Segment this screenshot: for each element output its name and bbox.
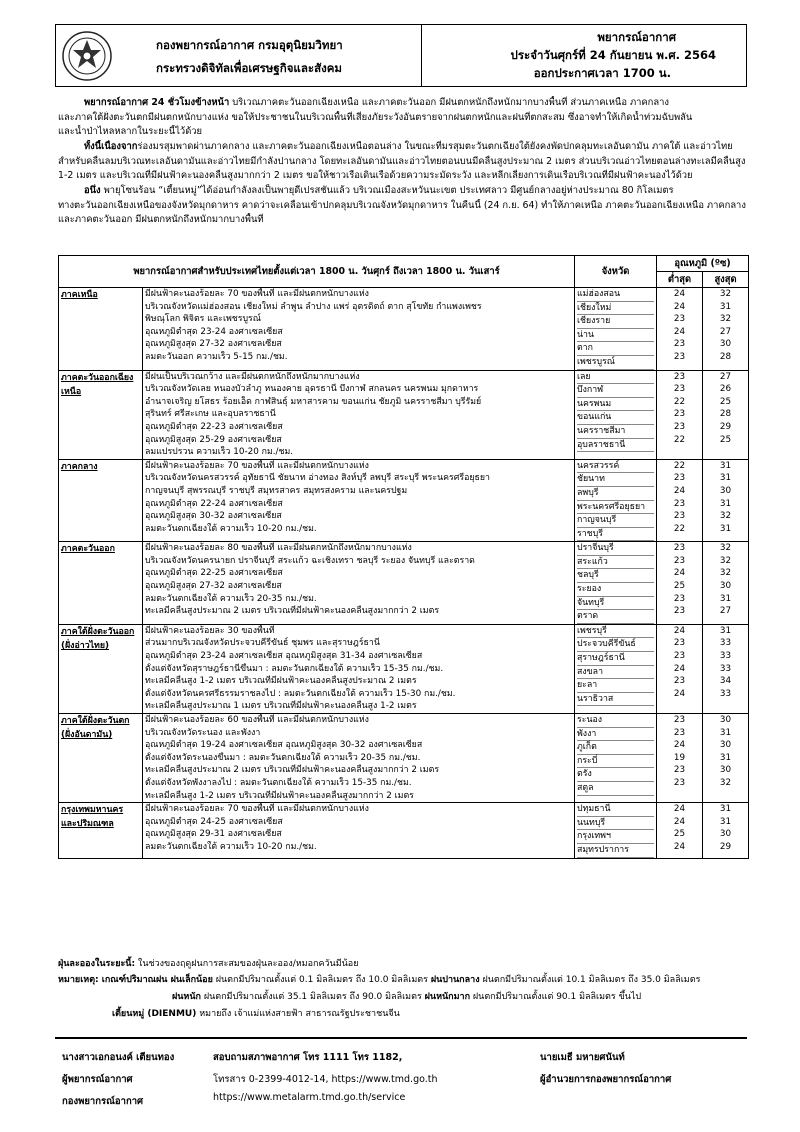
region-description bbox=[143, 370, 575, 459]
tmax-value: 32 bbox=[719, 511, 732, 522]
province-name: นครพนม bbox=[577, 398, 654, 412]
tmin-value: 23 bbox=[673, 339, 686, 350]
tmin-value: 25 bbox=[673, 829, 686, 840]
note-dust bbox=[58, 957, 758, 972]
tmin-value: 24 bbox=[673, 485, 686, 496]
note-vheavy-lead: ฝนหนักมาก bbox=[424, 992, 471, 1002]
tmax-value: 28 bbox=[719, 409, 732, 420]
description-line: ลมตะวันออก ความเร็ว 5-15 กม./ชม. bbox=[145, 351, 288, 362]
province-name: ตราด bbox=[577, 610, 654, 624]
note-rain-text-2: ฝนตกมีปริมาณตั้งแต่ 10.1 มิลลิเมตร ถึง 35.0 มิลลิเมตร bbox=[479, 975, 701, 985]
tmin-value: 23 bbox=[673, 606, 686, 617]
tmin-value: 24 bbox=[673, 841, 686, 852]
province-cell bbox=[575, 288, 657, 371]
tmax-value: 34 bbox=[719, 676, 732, 687]
author-name: นางสาวเอกอนงค์ เตียนทอง bbox=[62, 1052, 175, 1063]
summary-paragraph-3 bbox=[58, 184, 748, 228]
tmax-value: 31 bbox=[719, 593, 732, 604]
region-description bbox=[143, 459, 575, 542]
province-name: นครสวรรค์ bbox=[577, 460, 654, 474]
note-dust-lead: ฝุ่นละอองในระยะนี้: bbox=[58, 959, 136, 969]
description-line: ทะเลมีคลื่นสูง 1-2 เมตร บริเวณที่มีฝนฟ้าคะนองคลื่นสูงประมาณ 2 เมตร bbox=[145, 676, 417, 687]
description-line: อุณหภูมิต่ำสุด 24-25 องศาเซลเซียส bbox=[145, 816, 283, 827]
forecast-date: ประจำวันศุกร์ที่ 24 กันยายน พ.ศ. 2564 bbox=[510, 48, 716, 62]
tmin-value: 23 bbox=[673, 638, 686, 649]
province-name: ปราจีนบุรี bbox=[577, 542, 654, 556]
tmax-value: 31 bbox=[719, 301, 732, 312]
province-name: เพชรบุรี bbox=[577, 625, 654, 639]
tmax-value: 27 bbox=[719, 326, 732, 337]
description-line: บริเวณจังหวัดแม่ฮ่องสอน เชียงใหม่ ลำพูน ลำปาง แพร่ อุตรดิตถ์ ตาก สุโขทัย กำแพงเพชร bbox=[145, 301, 482, 312]
description-line: ลมตะวันตกเฉียงใต้ ความเร็ว 10-20 กม./ชม. bbox=[145, 841, 317, 852]
table-body bbox=[59, 288, 749, 859]
province-name: ชัยนาท bbox=[577, 473, 654, 487]
table-row bbox=[59, 624, 749, 713]
table-head-forecast: พยากรณ์อากาศสำหรับประเทศไทยตั้งแต่เวลา 1800 น. วันศุกร์ ถึงเวลา 1800 น. วันเสาร์ bbox=[59, 256, 575, 288]
tmax-value: 29 bbox=[719, 421, 732, 432]
province-name: สระแก้ว bbox=[577, 556, 654, 570]
tmax-value: 30 bbox=[719, 339, 732, 350]
region-name: ภาคเหนือ bbox=[59, 288, 143, 371]
region-name: ภาคใต้ฝั่งตะวันออก (ฝั่งอ่าวไทย) bbox=[59, 624, 143, 713]
tmin-value: 23 bbox=[673, 765, 686, 776]
tmax-value: 30 bbox=[719, 581, 732, 592]
tmin-value: 22 bbox=[673, 434, 686, 445]
tmax-value: 33 bbox=[719, 688, 732, 699]
tmin-value: 24 bbox=[673, 804, 686, 815]
forecast-table bbox=[58, 255, 749, 859]
province-name: น่าน bbox=[577, 329, 654, 343]
tmin-value: 23 bbox=[673, 498, 686, 509]
tmax-value: 32 bbox=[719, 777, 732, 788]
tmin-value: 23 bbox=[673, 676, 686, 687]
summary-lead-1: พยากรณ์อากาศ 24 ชั่วโมงข้างหน้า bbox=[84, 97, 230, 108]
tmin-value: 23 bbox=[673, 651, 686, 662]
summary-text-2c: 1-2 เมตร และบริเวณที่มีฝนฟ้าคะนองคลื่นสูงมากกว่า 2 เมตร ขอให้ชาวเรือเดินเรือด้วยความระมัดระวัง และหลีกเลี่ยงการเดินเรือบริเวณที่มีฝนฟ้าคะนองไว้ด้วย bbox=[58, 170, 693, 181]
description-line: บริเวณจังหวัดเลย หนองบัวลำภู หนองคาย อุดรธานี บึงกาฬ สกลนคร นครพนม มุกดาหาร bbox=[145, 384, 479, 395]
description-line: อำนาจเจริญ ยโสธร ร้อยเอ็ด กาฬสินธุ์ มหาสารคาม ขอนแก่น ชัยภูมิ นครราชสีมา บุรีรัมย์ bbox=[145, 396, 482, 407]
province-cell bbox=[575, 459, 657, 542]
table-head-min: ต่ำสุด bbox=[657, 272, 703, 288]
province-name: ตาก bbox=[577, 342, 654, 356]
tmax-value: 28 bbox=[719, 351, 732, 362]
summary-paragraph-2 bbox=[58, 140, 748, 184]
tmax-cell bbox=[703, 288, 749, 371]
tmin-value: 24 bbox=[673, 289, 686, 299]
table-row bbox=[59, 459, 749, 542]
summary-lead-2: ทั้งนี้เนื่องจาก bbox=[84, 141, 138, 152]
description-line: มีฝนฟ้าคะนองร้อยละ 70 ของพื้นที่ และมีฝนตกหนักบางแห่ง bbox=[145, 460, 369, 471]
province-name: กระบี่ bbox=[577, 755, 654, 769]
description-line: มีฝนเป็นบริเวณกว้าง และมีฝนตกหนักถึงหนักมากบางแห่ง bbox=[145, 371, 360, 382]
author-org: กองพยากรณ์อากาศ bbox=[62, 1096, 144, 1107]
tmax-cell bbox=[703, 459, 749, 542]
tmax-value: 31 bbox=[719, 473, 732, 484]
tmax-value: 27 bbox=[719, 606, 732, 617]
province-name: เชียงใหม่ bbox=[577, 302, 654, 316]
description-line: อุณหภูมิสูงสุด 27-32 องศาเซลเซียส bbox=[145, 581, 282, 592]
tmin-value: 24 bbox=[673, 568, 686, 579]
tmin-value: 23 bbox=[673, 421, 686, 432]
description-line: ตั้งแต่จังหวัดระนองขึ้นมา : ลมตะวันตกเฉียงใต้ ความเร็ว 20-35 กม./ชม. bbox=[145, 752, 421, 763]
description-line: สุรินทร์ ศรีสะเกษ และอุบลราชธานี bbox=[145, 409, 276, 420]
province-name: เพชรบูรณ์ bbox=[577, 356, 654, 370]
province-name: พังงา bbox=[577, 728, 654, 742]
author-role: ผู้พยากรณ์อากาศ bbox=[62, 1074, 133, 1085]
tmin-value: 23 bbox=[673, 727, 686, 738]
tmin-value: 23 bbox=[673, 543, 686, 554]
tmax-cell bbox=[703, 542, 749, 625]
note-storm-lead: เตี้ยนหมู่ (DIENMU) bbox=[112, 1009, 197, 1019]
org-line-2: กระทรวงดิจิทัลเพื่อเศรษฐกิจและสังคม bbox=[156, 61, 342, 75]
tmin-value: 22 bbox=[673, 396, 686, 407]
province-name: กรุงเทพฯ bbox=[577, 830, 654, 844]
tmin-cell bbox=[657, 624, 703, 713]
tmax-value: 33 bbox=[719, 651, 732, 662]
forecast-title: พยากรณ์อากาศ bbox=[597, 30, 676, 44]
description-line: ส่วนมากบริเวณจังหวัดประจวบคีรีขันธ์ ชุมพร และสุราษฎร์ธานี bbox=[145, 638, 380, 649]
tmax-value: 32 bbox=[719, 289, 732, 299]
note-heavy-lead: ฝนหนัก bbox=[172, 992, 201, 1002]
province-name: บึงกาฬ bbox=[577, 384, 654, 398]
tmin-value: 23 bbox=[673, 593, 686, 604]
tmax-value: 30 bbox=[719, 829, 732, 840]
province-cell bbox=[575, 624, 657, 713]
tmin-value: 23 bbox=[673, 511, 686, 522]
tmin-value: 23 bbox=[673, 777, 686, 788]
description-line: ทะเลมีคลื่นสูงประมาณ 2 เมตร บริเวณที่มีฝนฟ้าคะนองคลื่นสูงมากกว่า 2 เมตร bbox=[145, 765, 440, 776]
tmax-value: 30 bbox=[719, 740, 732, 751]
contact-fax-web: โทรสาร 0-2399-4012-14, https://www.tmd.go.th bbox=[213, 1074, 438, 1085]
description-line: ทะเลมีคลื่นสูง 1-2 เมตร บริเวณที่มีฝนฟ้าคะนองคลื่นสูงมากกว่า 2 เมตร bbox=[145, 790, 414, 801]
summary-text-1a: บริเวณภาคตะวันออกเฉียงเหนือ และภาคตะวันออก มีฝนตกหนักถึงหนักมากบางพื้นที่ ส่วนภาคเหนือ ภาคกลาง bbox=[229, 97, 669, 108]
summary-text-2a: ร่องมรสุมพาดผ่านภาคกลาง และภาคตะวันออกเฉียงเหนือตอนล่าง ในขณะที่มรสุมตะวันตกเฉียงใต้ยังคงพัดปกคลุมทะเลอันดามัน ภาคใต้ และอ่าวไทย bbox=[137, 141, 733, 152]
description-line: ตั้งแต่จังหวัดพังงาลงไป : ลมตะวันตกเฉียงใต้ ความเร็ว 15-35 กม./ชม. bbox=[145, 777, 412, 788]
province-cell bbox=[575, 370, 657, 459]
region-name: ภาคตะวันออก bbox=[59, 542, 143, 625]
description-line: บริเวณจังหวัดระนอง และพังงา bbox=[145, 727, 261, 738]
province-name: แม่ฮ่องสอน bbox=[577, 288, 654, 302]
province-name: ตรัง bbox=[577, 768, 654, 782]
tmin-value: 23 bbox=[673, 555, 686, 566]
tmin-cell bbox=[657, 803, 703, 858]
province-name: เลย bbox=[577, 371, 654, 385]
description-line: อุณหภูมิสูงสุด 27-32 องศาเซลเซียส bbox=[145, 339, 282, 350]
description-line: มีฝนฟ้าคะนองร้อยละ 70 ของพื้นที่ และมีฝนตกหนักบางแห่ง bbox=[145, 804, 369, 815]
region-name: กรุงเทพมหานคร และปริมณฑล bbox=[59, 803, 143, 858]
tmin-cell bbox=[657, 459, 703, 542]
tmax-value: 29 bbox=[719, 841, 732, 852]
description-line: ลมตะวันตกเฉียงใต้ ความเร็ว 10-20 กม./ชม. bbox=[145, 523, 317, 534]
region-description bbox=[143, 714, 575, 803]
description-line: อุณหภูมิต่ำสุด 22-24 องศาเซลเซียส bbox=[145, 498, 283, 509]
description-line: กาญจนบุรี สุพรรณบุรี ราชบุรี สมุทรสาคร สมุทรสงคราม และนครปฐม bbox=[145, 485, 408, 496]
summary-text-1b: และภาคใต้ฝั่งตะวันตกมีฝนตกหนักบางแห่ง ขอให้ประชาชนในบริเวณพื้นที่เสี่ยงภัยระวังอันตรายจากฝนตกหนักและฝนที่ตกสะสม ซึ่งอาจทำให้เกิดน้ำท่วมฉับพลัน bbox=[58, 111, 693, 123]
province-name: จันทบุรี bbox=[577, 597, 654, 611]
contact-phone: สอบถามสภาพอากาศ โทร 1111 โทร 1182, bbox=[213, 1052, 403, 1063]
tmin-value: 23 bbox=[673, 715, 686, 725]
forecast-issued: ออกประกาศเวลา 1700 น. bbox=[533, 66, 671, 80]
province-name: ภูเก็ต bbox=[577, 741, 654, 755]
director-name: นายเมธี มหายศนันท์ bbox=[540, 1052, 625, 1063]
description-line: ลมแปรปรวน ความเร็ว 10-20 กม./ชม. bbox=[145, 447, 294, 458]
tmax-value: 31 bbox=[719, 460, 732, 471]
description-line: ลมตะวันตกเฉียงใต้ ความเร็ว 20-35 กม./ชม. bbox=[145, 593, 317, 604]
tmax-value: 31 bbox=[719, 625, 732, 636]
tmin-value: 23 bbox=[673, 473, 686, 484]
province-name: ประจวบคีรีขันธ์ bbox=[577, 638, 654, 652]
summary-text-2b: สำหรับคลื่นลมบริเวณทะเลอันดามันและอ่าวไทยมีกำลังปานกลาง โดยทะเลอันดามันและอ่าวไทยตอนบนมีคลื่นสูงประมาณ 2 เมตร ส่วนบริเวณอ่าวไทยตอนล่างทะเลมีคลื่นสูง bbox=[58, 155, 746, 167]
region-description bbox=[143, 803, 575, 858]
description-line: อุณหภูมิสูงสุด 29-31 องศาเซลเซียส bbox=[145, 829, 282, 840]
tmin-cell bbox=[657, 714, 703, 803]
director-role: ผู้อำนวยการกองพยากรณ์อากาศ bbox=[540, 1074, 672, 1085]
summary-text-3a: พายุโซนร้อน “เตี้ยนหมู่”ได้อ่อนกำลังลงเป็นพายุดีเปรสชันแล้ว บริเวณเมืองสะหวันนะเขต ประเทศลาว มีศูนย์กลางอยู่ห่างประมาณ 80 กิโลเมตร bbox=[100, 185, 674, 196]
description-line: อุณหภูมิต่ำสุด 23-24 องศาเซลเซียส อุณหภูมิสูงสุด 31-34 องศาเซลเซียส bbox=[145, 651, 423, 662]
tmin-value: 24 bbox=[673, 625, 686, 636]
tmax-value: 31 bbox=[719, 498, 732, 509]
province-name: นราธิวาส bbox=[577, 693, 654, 707]
tmax-value: 33 bbox=[719, 638, 732, 649]
note-storm bbox=[112, 1007, 800, 1022]
tmax-value: 25 bbox=[719, 396, 732, 407]
description-line: อุณหภูมิสูงสุด 25-29 องศาเซลเซียส bbox=[145, 434, 282, 445]
province-name: เชียงราย bbox=[577, 315, 654, 329]
note-dust-text: ในช่วงของฤดูฝนการสะสมของฝุ่นละออง/หมอกควันมีน้อย bbox=[135, 959, 359, 969]
province-name: ปทุมธานี bbox=[577, 803, 654, 817]
tmax-value: 31 bbox=[719, 727, 732, 738]
description-line: อุณหภูมิสูงสุด 30-32 องศาเซลเซียส bbox=[145, 511, 282, 522]
description-line: บริเวณจังหวัดนครนายก ปราจีนบุรี สระแก้ว ฉะเชิงเทรา ชลบุรี ระยอง จันทบุรี และตราด bbox=[145, 555, 475, 566]
tmin-value: 24 bbox=[673, 663, 686, 674]
table-head-temp: อุณหภูมิ (ºซ) bbox=[657, 256, 749, 272]
tmax-cell bbox=[703, 714, 749, 803]
summary-lead-3: อนึ่ง bbox=[84, 185, 101, 196]
note-rain bbox=[58, 973, 758, 988]
province-name: ระนอง bbox=[577, 714, 654, 728]
tmin-value: 23 bbox=[673, 409, 686, 420]
tmax-value: 26 bbox=[719, 384, 732, 395]
note-vheavy-text: ฝนตกมีปริมาณตั้งแต่ 90.1 มิลลิเมตร ขึ้นไป bbox=[470, 992, 642, 1002]
summary-text-3c: และภาคตะวันออก มีฝนตกหนักถึงหนักมากบางพื้นที่ bbox=[58, 214, 264, 225]
description-line: มีฝนฟ้าคะนองร้อยละ 70 ของพื้นที่ และมีฝนตกหนักบางแห่ง bbox=[145, 289, 369, 299]
table-row bbox=[59, 714, 749, 803]
tmax-value: 32 bbox=[719, 314, 732, 325]
description-line: ทะเลมีคลื่นสูงประมาณ 1 เมตร บริเวณที่มีฝนฟ้าคะนองคลื่นสูง 1-2 เมตร bbox=[145, 701, 417, 712]
province-name: พระนครศรีอยุธยา bbox=[577, 501, 654, 515]
region-name: ภาคใต้ฝั่งตะวันตก (ฝั่งอันดามัน) bbox=[59, 714, 143, 803]
province-name: ชลบุรี bbox=[577, 569, 654, 583]
tmax-value: 31 bbox=[719, 816, 732, 827]
tmin-value: 24 bbox=[673, 301, 686, 312]
region-description bbox=[143, 288, 575, 371]
province-name: ราชบุรี bbox=[577, 528, 654, 542]
region-description bbox=[143, 624, 575, 713]
tmax-value: 30 bbox=[719, 765, 732, 776]
tmax-value: 31 bbox=[719, 752, 732, 763]
province-name: ระยอง bbox=[577, 583, 654, 597]
tmin-value: 24 bbox=[673, 326, 686, 337]
tmax-value: 25 bbox=[719, 434, 732, 445]
tmin-value: 22 bbox=[673, 460, 686, 471]
province-name: นครราชสีมา bbox=[577, 425, 654, 439]
region-description bbox=[143, 542, 575, 625]
description-line: อุณหภูมิต่ำสุด 22-25 องศาเซลเซียส bbox=[145, 568, 283, 579]
table-row bbox=[59, 542, 749, 625]
tmax-value: 32 bbox=[719, 555, 732, 566]
header-divider bbox=[421, 25, 422, 86]
note-rain-mid-lead: ฝนปานกลาง bbox=[430, 975, 480, 985]
table-row bbox=[59, 803, 749, 858]
table-row bbox=[59, 288, 749, 371]
region-name: ภาคตะวันออกเฉียงเหนือ bbox=[59, 370, 143, 459]
table-head-max: สูงสุด bbox=[703, 272, 749, 288]
description-line: พิษณุโลก พิจิตร และเพชรบูรณ์ bbox=[145, 314, 261, 325]
summary-paragraph-1 bbox=[58, 96, 748, 140]
header-box bbox=[55, 24, 747, 87]
province-cell bbox=[575, 542, 657, 625]
tmd-seal-icon bbox=[61, 30, 113, 82]
region-name: ภาคกลาง bbox=[59, 459, 143, 542]
tmin-value: 24 bbox=[673, 740, 686, 751]
province-cell bbox=[575, 714, 657, 803]
tmax-value: 30 bbox=[719, 485, 732, 496]
description-line: มีฝนฟ้าคะนองร้อยละ 30 ของพื้นที่ bbox=[145, 625, 275, 636]
tmax-cell bbox=[703, 370, 749, 459]
table-head-province: จังหวัด bbox=[575, 256, 657, 288]
province-name: นนทบุรี bbox=[577, 817, 654, 831]
footer-divider bbox=[55, 1037, 747, 1039]
org-line-1: กองพยากรณ์อากาศ กรมอุตุนิยมวิทยา bbox=[156, 38, 343, 52]
tmax-cell bbox=[703, 624, 749, 713]
province-name: ยะลา bbox=[577, 679, 654, 693]
note-heavy-text: ฝนตกมีปริมาณตั้งแต่ 35.1 มิลลิเมตร ถึง 90.0 มิลลิเมตร bbox=[200, 992, 425, 1002]
tmin-cell bbox=[657, 370, 703, 459]
tmax-value: 32 bbox=[719, 543, 732, 554]
tmin-value: 19 bbox=[673, 752, 686, 763]
contact-metalarm: https://www.metalarm.tmd.go.th/service bbox=[213, 1092, 406, 1103]
province-name: สมุทรปราการ bbox=[577, 844, 654, 858]
province-cell bbox=[575, 803, 657, 858]
description-line: มีฝนฟ้าคะนองร้อยละ 60 ของพื้นที่ และมีฝนตกหนักบางแห่ง bbox=[145, 715, 369, 725]
tmax-value: 27 bbox=[719, 371, 732, 382]
province-name: ลพบุรี bbox=[577, 487, 654, 501]
summary-text-3b: ทางตะวันออกเฉียงเหนือของจังหวัดมุกดาหาร คาดว่าจะเคลื่อนเข้าปกคลุมบริเวณจังหวัดมุกดาหาร ในคืนนี้ (24 ก.ย. 64) ทำให้ภาคเหนือ ภาคตะวันออกเฉียงเหนือ ภาคกลาง bbox=[58, 199, 746, 211]
province-name: กาญจนบุรี bbox=[577, 514, 654, 528]
description-line: ทะเลมีคลื่นสูงประมาณ 2 เมตร บริเวณที่มีฝนฟ้าคะนองคลื่นสูงมากกว่า 2 เมตร bbox=[145, 606, 440, 617]
province-name: ขอนแก่น bbox=[577, 411, 654, 425]
summary-text-1c: และน้ำป่าไหลหลากในระยะนี้ไว้ด้วย bbox=[58, 126, 203, 137]
description-line: อุณหภูมิต่ำสุด 23-24 องศาเซลเซียส bbox=[145, 326, 283, 337]
note-rain-text-1: ฝนตกมีปริมาณตั้งแต่ 0.1 มิลลิเมตร ถึง 10.0 มิลลิเมตร bbox=[212, 975, 431, 985]
tmin-value: 24 bbox=[673, 816, 686, 827]
description-line: อุณหภูมิต่ำสุด 19-24 องศาเซลเซียส อุณหภูมิสูงสุด 30-32 องศาเซลเซียส bbox=[145, 740, 423, 751]
tmax-value: 31 bbox=[719, 523, 732, 534]
description-line: มีฝนฟ้าคะนองร้อยละ 80 ของพื้นที่ และมีฝนตกหนักถึงหนักมากบางแห่ง bbox=[145, 543, 412, 554]
tmin-cell bbox=[657, 288, 703, 371]
tmax-value: 32 bbox=[719, 568, 732, 579]
description-line: บริเวณจังหวัดนครสวรรค์ อุทัยธานี ชัยนาท อ่างทอง สิงห์บุรี ลพบุรี สระบุรี พระนครศรีอยุธยา bbox=[145, 473, 490, 484]
note-storm-text: หมายถึง เจ้าแม่แห่งสายฟ้า สาธารณรัฐประชาชนจีน bbox=[196, 1009, 400, 1019]
tmin-value: 23 bbox=[673, 384, 686, 395]
tmax-value: 31 bbox=[719, 804, 732, 815]
tmin-value: 23 bbox=[673, 351, 686, 362]
note-rain-lead: หมายเหตุ: เกณฑ์ปริมาณฝน ฝนเล็กน้อย bbox=[58, 975, 213, 985]
tmax-value: 30 bbox=[719, 715, 732, 725]
tmin-cell bbox=[657, 542, 703, 625]
table-row bbox=[59, 370, 749, 459]
tmax-cell bbox=[703, 803, 749, 858]
note-heavy bbox=[172, 990, 800, 1005]
description-line: ตั้งแต่จังหวัดนครศรีธรรมราชลงไป : ลมตะวันตกเฉียงใต้ ความเร็ว 15-30 กม./ชม. bbox=[145, 688, 456, 699]
province-name: สงขลา bbox=[577, 666, 654, 680]
tmin-value: 23 bbox=[673, 371, 686, 382]
description-line: ตั้งแต่จังหวัดสุราษฎร์ธานีขึ้นมา : ลมตะวันตกเฉียงใต้ ความเร็ว 15-35 กม./ชม. bbox=[145, 663, 444, 674]
tmin-value: 24 bbox=[673, 688, 686, 699]
tmin-value: 23 bbox=[673, 314, 686, 325]
province-name: สุราษฎร์ธานี bbox=[577, 652, 654, 666]
tmin-value: 25 bbox=[673, 581, 686, 592]
province-name: สตูล bbox=[577, 782, 654, 796]
tmin-value: 22 bbox=[673, 523, 686, 534]
description-line: อุณหภูมิต่ำสุด 22-23 องศาเซลเซียส bbox=[145, 421, 283, 432]
province-name: อุบลราชธานี bbox=[577, 439, 654, 453]
tmax-value: 33 bbox=[719, 663, 732, 674]
